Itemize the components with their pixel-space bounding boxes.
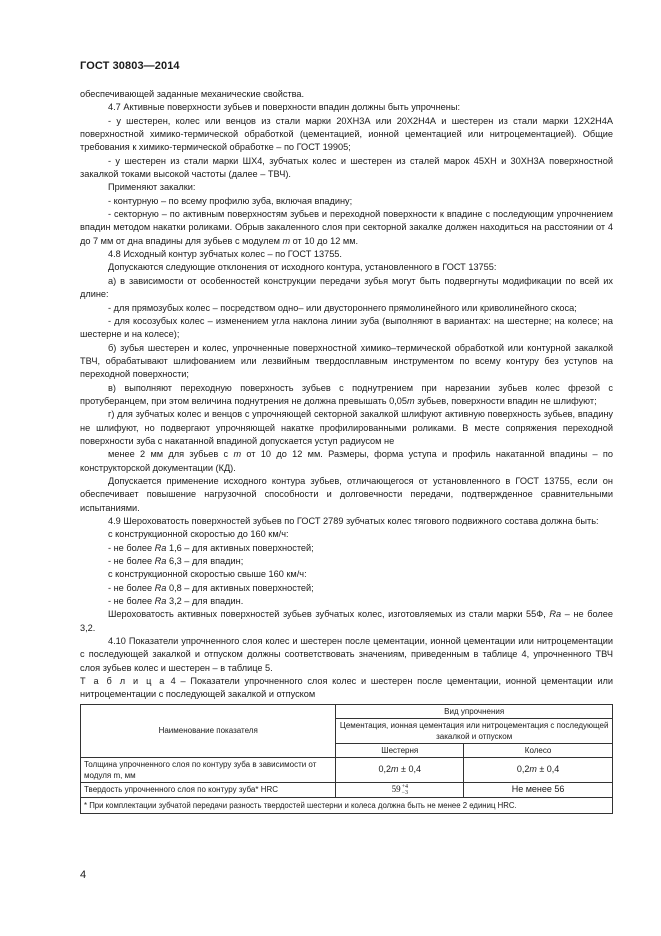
paragraph: - не более Ra 6,3 – для впадин; [108,556,244,567]
row-name: Толщина упрочненного слоя по контуру зуба в зависимости от модуля m, мм [81,757,336,782]
table-row [81,757,613,782]
cell-wheel: 0,2m ± 0,4 [464,757,613,782]
paragraph: - для косозубых колес – изменением угла наклона линии зуба (выполняют в вариантах: на шестерне; на колесе; на шестерне и на колесе); [80,315,613,340]
paragraph: в) выполняют переходную поверхность зубьев с поднутрением при нарезании зубьев колес фрезой с протуберанцем, при этом величина поднутрения не должна превышать 0,05m зубьев, поверхности впадин не шлифуют; [80,382,613,406]
cell-pinion: 59 +4 −3 [336,782,464,797]
column-header-wheel: Колесо [464,743,613,757]
column-header-group: Вид упрочнения [336,704,613,718]
paragraph: - контурную – по всему профилю зуба, включая впадину; [108,195,353,206]
paragraph: а) в зависимости от особенностей конструкции передачи зубья могут быть подвергнуты модификации по всей их длине: [80,275,613,300]
column-header-name: Наименование показателя [81,704,336,757]
paragraph: - секторную – по активным поверхностям зубьев и переходной поверхности к впадине с последующим упрочнением впадин методом накатки роликами. Обрыв закаленного слоя при секторной закалке должен находиться на расстоянии от 4 до 7 мм от дна впадины для зубьев с модулем m от 10 до 12 мм. [80,209,613,246]
clause-4-9: 4.9 Шероховатость поверхностей зубьев по ГОСТ 2789 зубчатых колес тягового подвижного состава должна быть: [108,516,599,526]
column-header-subgroup: Цементация, ионная цементация или нитроцементация с последующей закалкой и отпуском [336,718,613,743]
cell-pinion: 0,2m ± 0,4 [336,757,464,782]
page-number: 4 [80,869,87,881]
paragraph: менее 2 мм для зубьев с m от 10 до 12 мм. Размеры, форма уступа и профиль накатанной впадины – по конструкторской документации (КД). [80,449,613,473]
paragraph: - у шестерен из стали марки ШХ4, зубчатых колес и шестерен из сталей марок 45ХН и 30ХН3А поверхностной закалкой токами высокой частоты (далее – ТВЧ). [80,155,613,180]
paragraph: - не более Ra 3,2 – для впадин. [108,596,244,607]
paragraph: б) зубья шестерен и колес, упрочненные поверхностной химико–термической обработкой или контурной закалкой ТВЧ, обрабатывают шлифованием или лезвийным твердосплавным инструментом по всему контуру без уступов на переходной поверхности; [80,342,613,380]
paragraph: Применяют закалки: [108,182,196,193]
paragraph: - не более Ra 1,6 – для активных поверхностей; [108,542,314,553]
paragraph: - не более Ra 0,8 – для активных поверхностей; [108,582,314,593]
clause-4-7: 4.7 Активные поверхности зубьев и поверхности впадин должны быть упрочнены: [108,102,460,113]
table-4 [80,704,613,814]
paragraph: обеспечивающей заданные механические свойства. [80,89,305,99]
table-row [81,782,613,797]
document-body [80,88,613,814]
table-footnote: * При комплектации зубчатой передачи разность твердостей шестерни и колеса должна быть не менее 2 единиц HRC. [81,797,613,813]
table-caption: Т а б л и ц а 4 – Показатели упрочненного слоя колес и шестерен после цементации, ионной цементации или нитроцементации с последующей закалкой и отпуском [80,676,613,700]
document-header: ГОСТ 30803—2014 [80,60,180,72]
cell-wheel: Не менее 56 [464,782,613,797]
paragraph: г) для зубчатых колес и венцов с упрочняющей секторной закалкой шлифуют активную поверхность зубьев, впадину не шлифуют, но подвергают упрочняющей накатке профилированными роликами. В месте сопряжения переходной поверхности зуба с накатанной впадиной допускается уступ радиусом не [80,409,613,446]
paragraph: с конструкционной скоростью свыше 160 км/ч: [108,569,307,580]
clause-4-8: 4.8 Исходный контур зубчатых колес – по ГОСТ 13755. [108,249,342,260]
paragraph: Допускаются следующие отклонения от исходного контура, установленного в ГОСТ 13755: [108,262,497,273]
paragraph: Шероховатость активных поверхностей зубьев зубчатых колес, изготовляемых из стали марки 55Ф, Ra – не более 3,2. [80,609,614,633]
paragraph: с конструкционной скоростью до 160 км/ч: [108,529,289,540]
clause-4-10: 4.10 Показатели упрочненного слоя колес и шестерен после цементации, ионной цементации или нитроцементации с последующей закалкой и отпуском должны соответствовать значениям, приведенным в таблице 4, упрочненного ТВЧ слоя зубьев колес и шестерен – в таблице 5. [80,636,613,673]
paragraph: - у шестерен, колес или венцов из стали марки 20ХН3А или 20Х2Н4А и шестерен из стали марки 12Х2Н4А поверхностной химико-термической обработкой (цементацией, ионной цементацией или нитроцементацией). Общие требования к химико-термической обработке – по ГОСТ 19905; [80,115,613,153]
row-name: Твердость упрочненного слоя по контуру зуба* HRC [81,782,336,797]
paragraph: Допускается применение исходного контура зубьев, отличающегося от установленного в ГОСТ 13755, если он обеспечивает повышение нагрузочной способности и долговечности передачи, подтвержденное сравнительными испытаниями. [80,475,613,513]
paragraph: - для прямозубых колес – посредством одно– или двустороннего прямолинейного или криволинейного скоса; [108,302,577,313]
column-header-pinion: Шестерня [336,743,464,757]
